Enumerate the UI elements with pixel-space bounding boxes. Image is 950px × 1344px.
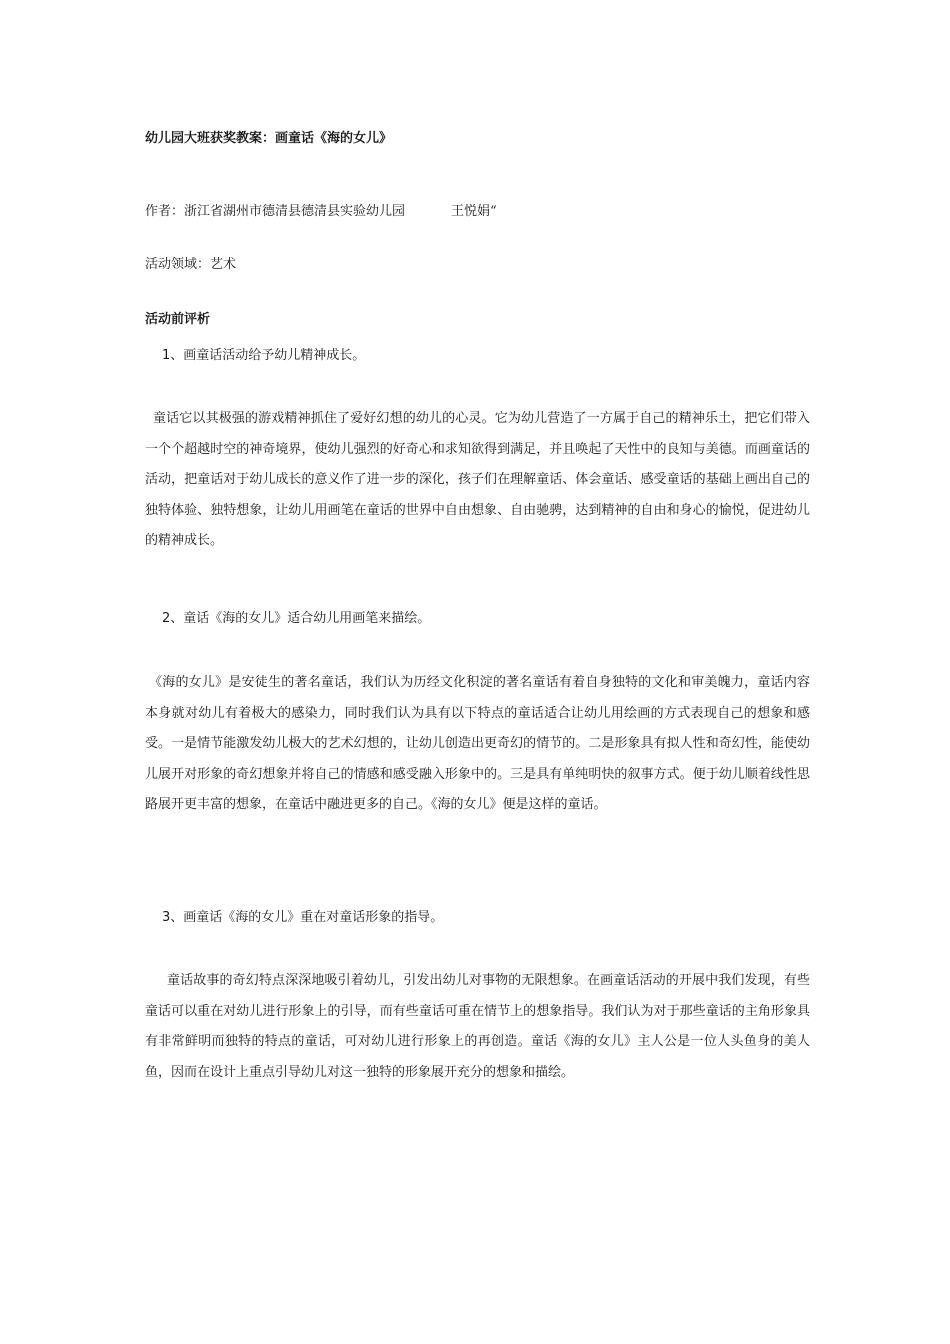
- item-heading-text: 、童话《海的女儿》适合幼儿用画笔来描绘。: [170, 611, 431, 626]
- item-heading-text: 、画童话活动给予幼儿精神成长。: [170, 348, 366, 363]
- author-label: 作者：浙江省湖州市德清县德清县实验幼儿园: [145, 204, 406, 219]
- section-heading: 活动前评析: [145, 312, 211, 327]
- item-paragraph-1: 童话它以其极强的游戏精神抓住了爱好幻想的幼儿的心灵。它为幼儿营造了一方属于自己的精神乐土，把它们带入一个个超越时空的神奇境界，使幼儿强烈的好奇心和求知欲得到满足，并且唤起了天性中的良知与美德。而画童话的活动，把童话对于幼儿成长的意义作了进一步的深化，孩子们在理解童话、体会童话、感受童话的基础上画出自己的独特体验、独特想象，让幼儿用画笔在童话的世界中自由想象、自由驰骋，达到精神的自由和身心的愉悦，促进幼儿的精神成长。: [145, 411, 810, 549]
- item-paragraph-2: 《海的女儿》是安徒生的著名童话，我们认为历经文化积淀的著名童话有着自身独特的文化和审美魄力，童话内容本身就对幼儿有着极大的感染力，同时我们认为具有以下特点的童话适合让幼儿用绘画的方式表现自己的想象和感受。一是情节能激发幼儿极大的艺术幻想的，让幼儿创造出更奇幻的情节的。二是形象具有拟人性和奇幻性，能使幼儿展开对形象的奇幻想象并将自己的情感和感受融入形象中的。三是具有单纯明快的叙事方式。便于幼儿顺着线性思路展开更丰富的想象，在童话中融进更多的自己。《海的女儿》便是这样的童话。: [145, 675, 810, 813]
- author-line: [145, 200, 497, 219]
- item-number: 2: [162, 611, 171, 626]
- item-number: 1: [162, 348, 171, 363]
- item-heading-2: [162, 607, 430, 626]
- document-title: 幼儿园大班获奖教案：画童话《海的女儿》: [145, 131, 393, 146]
- item-number: 3: [162, 910, 171, 925]
- item-paragraph-3: 童话故事的奇幻特点深深地吸引着幼儿，引发出幼儿对事物的无限想象。在画童话活动的开展中我们发现，有些童话可以重在对幼儿进行形象上的引导，而有些童话可重在情节上的想象指导。我们认为对于那些童话的主角形象具有非常鲜明而独特的特点的童话，可对幼儿进行形象上的再创造。童话《海的女儿》主人公是一位人头鱼身的美人鱼，因而在设计上重点引导幼儿对这一独特的形象展开充分的想象和描绘。: [145, 973, 810, 1080]
- author-name: 王悦娟“: [451, 204, 497, 219]
- item-heading-3: [162, 906, 443, 925]
- item-heading-1: [162, 344, 365, 363]
- item-heading-text: 、画童话《海的女儿》重在对童话形象的指导。: [170, 910, 444, 925]
- activity-domain-line: 活动领域：艺术: [145, 257, 237, 272]
